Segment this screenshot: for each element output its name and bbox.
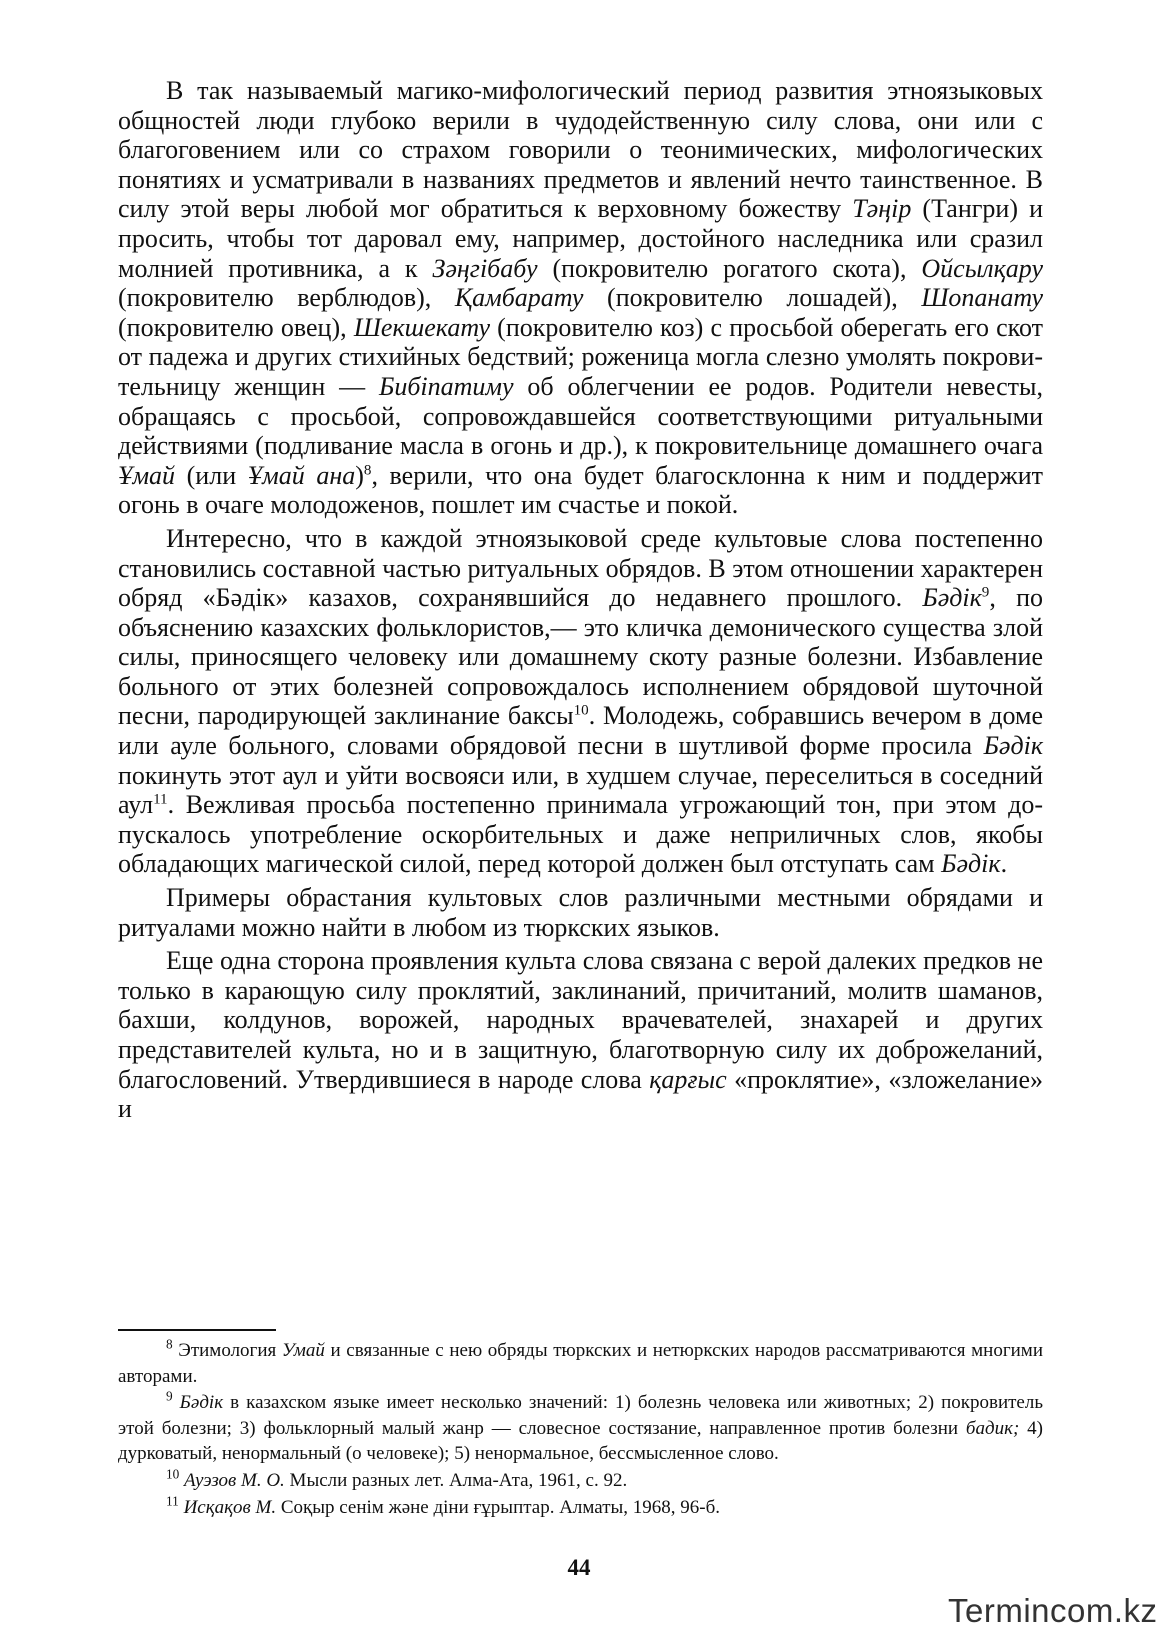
text: покинуть этот аул и уйти восвояси или, в худшем случае, переселиться в соседний аул: [118, 760, 1043, 820]
footnote-ref-10[interactable]: 10: [573, 702, 589, 719]
text: (или: [175, 460, 248, 490]
text: в казахском языке имеет несколько значений: 1) болезнь человека или животных; 2) покровитель этой болезни; 3) фольклорный малый жанр — словесное состязание, направленное против болезни: [118, 1392, 1043, 1439]
footnote-ref-8[interactable]: 8: [363, 462, 372, 479]
footnotes: [118, 1338, 1043, 1520]
text: , верили, что она будет благосклонна к ним и поддержит огонь в очаге молодоженов, пошлет им счастье и покой.: [118, 460, 1043, 520]
text: об облегчении ее родов. Родители невесты, обращаясь с просьбой, сопровождавшейся соответствующими ритуальными действиями (подливание масла в огонь и др.), к покровительнице домашнего очага: [118, 371, 1043, 461]
text: ): [355, 460, 364, 490]
italic-term: Шопанату: [921, 283, 1043, 313]
text: Этимология: [172, 1340, 282, 1361]
italic-term: Умай: [281, 1340, 325, 1361]
text: (Тангри) и просить, чтобы тот даровал ему, например, достойного наследника или сразил молнией противника, а к: [118, 194, 1043, 283]
italic-author: Ауэзов М. О.: [179, 1469, 285, 1491]
text: (покровителю коз) с просьбой оберегать его скот от падежа и других стихийных бедствий; роженица могла слезно умолять покровительницу женщин —: [118, 312, 1043, 401]
italic-term: Бәдік: [941, 849, 1001, 879]
text: «проклятие», «зложелание» и: [118, 1064, 1043, 1124]
text: Примеры обрастания культовых слов различными местными обрядами и ритуалами можно найти в любом из тюркских языков.: [118, 883, 1043, 942]
italic-term: қарғыс: [649, 1064, 727, 1094]
footnote-number: 9: [166, 1388, 173, 1404]
italic-term: Ұмай: [118, 460, 176, 490]
italic-term: Бибіпатиму: [378, 371, 514, 401]
italic-term: Ұмай ана: [247, 460, 356, 490]
text: В так называемый магико-мифологический период развития этноязыковых общностей люди глубоко верили в чудодейственную силу слова, они или с благоговением или со страхом говорили о теонимических, мифологических понятиях и усматривали в названиях предметов и явлений нечто таинственное. В силу этой веры любой мог обратиться к верховному божеству: [118, 76, 1043, 224]
italic-term: Бәдік: [172, 1392, 224, 1414]
text: (покровителю рогатого скота),: [537, 253, 922, 283]
paragraph-3: [118, 883, 1043, 942]
italic-term: Бәдік: [922, 583, 982, 613]
footnote-ref-11[interactable]: 11: [153, 791, 168, 808]
text: Интересно, что в каждой этноязыковой среде культовые слова постепенно становились составной частью ритуальных обрядов. В этом отношении характерен обряд «Бәдік» казахов, сохранявшийся до недавнего прошлого.: [118, 523, 1043, 613]
text: , по объяснению казахских фольклористов,— это кличка демонического существа злой силы, приносящего человеку или домашнему скоту разные болезни. Избавление больного от этих болезней сопровождалось исполнением обрядовой шуточной песни, пародирующей заклинание баксы: [118, 583, 1043, 731]
footnote-divider: [118, 1329, 276, 1331]
text: Еще одна сторона проявления культа слова связана с верой далеких предков не только в карающую силу проклятий, заклинаний, причитаний, молитв шаманов, бахши, колдунов, ворожей, народных врачевателей, знахарей и других представителей культа, но и в защитную, благотворную силу их доброжеланий, благословений. Утвердившиеся в народе слова: [118, 946, 1043, 1094]
text: Соқыр сенім және діни ғұрыптар. Алматы, 1968, 96-б.: [276, 1496, 721, 1518]
italic-term: бадик;: [965, 1417, 1020, 1439]
paragraph-2: [118, 524, 1043, 879]
italic-term: Бәдік: [983, 731, 1043, 761]
italic-term: Қамбарату: [454, 283, 584, 313]
footnote-number: 10: [166, 1466, 180, 1482]
footnote-ref-9[interactable]: 9: [981, 584, 990, 601]
footnote-11: [118, 1495, 1043, 1521]
italic-author: Исқақов М.: [178, 1496, 277, 1518]
text: .: [1000, 849, 1008, 879]
footnote-8: [118, 1338, 1043, 1389]
footnote-9: [118, 1390, 1043, 1467]
page-number: 44: [567, 1555, 591, 1580]
footnote-number: 8: [166, 1336, 173, 1352]
text: (покровителю овец),: [118, 312, 354, 342]
text: (покровителю лошадей),: [583, 283, 922, 313]
italic-term: Шекшекату: [353, 312, 490, 342]
text: (покровителю верблюдов),: [118, 283, 455, 313]
main-text: [118, 76, 1043, 1124]
footnote-10: [118, 1468, 1043, 1494]
paragraph-1: [118, 76, 1043, 520]
paragraph-4: [118, 946, 1043, 1124]
footnote-number: 11: [166, 1493, 179, 1509]
text: и связанные с нею обряды тюркских и нетюркских народов рассматриваются многими авторами.: [118, 1340, 1043, 1387]
text: Мысли разных лет. Алма-Ата, 1961, с. 92.: [284, 1469, 628, 1491]
watermark-logo: Termincom.kz: [948, 1592, 1158, 1629]
italic-term: Зәңгібабу: [432, 253, 538, 283]
text: . Молодежь, собравшись вечером в доме или ауле больного, словами обрядовой песни в шутливой форме просила: [118, 701, 1043, 761]
text: 4) дурковатый, ненормальный (о человеке); 5) ненормальное, бессмысленное слово.: [118, 1417, 1043, 1465]
italic-term: Тәңір: [852, 194, 912, 224]
text: . Вежливая просьба постепенно принимала угрожающий тон, при этом допускалось употребление оскорбительных и даже неприличных слов, якобы обладающих магической силой, перед которой должен был отступать сам: [118, 790, 1043, 879]
italic-term: Ойсылқару: [921, 253, 1043, 283]
